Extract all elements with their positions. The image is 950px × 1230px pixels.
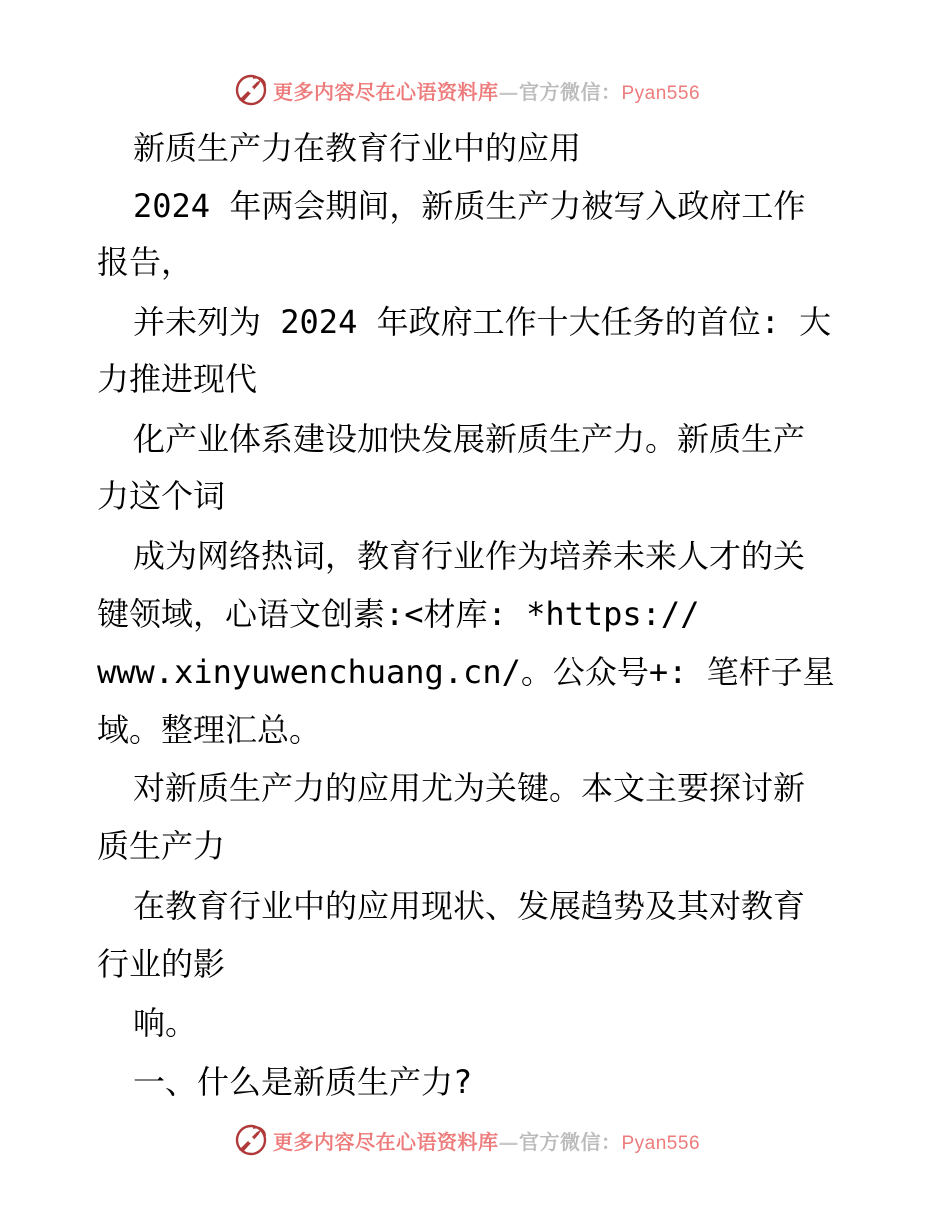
text-line: 2024 年两会期间，新质生产力被写入政府工作	[133, 187, 806, 225]
text-line: 响。	[133, 1004, 198, 1042]
text-line: 在教育行业中的应用现状、发展趋势及其对教育	[133, 887, 806, 925]
text-line: 对新质生产力的应用尤为关键。本文主要探讨新	[133, 769, 806, 807]
text-line: 行业的影	[97, 945, 226, 983]
text-line: 成为网络热词，教育行业作为培养未来人才的关	[133, 537, 806, 575]
watermark-official: 官方微信：	[519, 1129, 622, 1154]
quill-pen-logo-icon	[233, 72, 269, 108]
watermark-wechat-id: Pyan556	[621, 82, 701, 104]
watermark-wechat-id: Pyan556	[621, 1132, 701, 1154]
quill-pen-logo-icon	[233, 1122, 269, 1158]
text-line: 键领域，心语文创素:<材库: *https://	[97, 595, 700, 633]
watermark-footer	[0, 1120, 950, 1160]
text-line: 报告，	[97, 243, 194, 281]
text-line: 化产业体系建设加快发展新质生产力。新质生产	[133, 420, 806, 458]
text-line: www.xinyuwenchuang.cn/。公众号+: 笔杆子星	[97, 653, 835, 691]
text-line: 力推进现代	[97, 360, 258, 398]
document-title: 新质生产力在教育行业中的应用	[133, 129, 582, 167]
watermark-text: 更多内容尽在心语资料库	[273, 79, 499, 104]
text-line: 域。整理汇总。	[97, 711, 322, 749]
watermark-text: 更多内容尽在心语资料库	[273, 1129, 499, 1154]
watermark-dash: —	[498, 1129, 519, 1154]
watermark-dash: —	[498, 79, 519, 104]
watermark-header	[0, 70, 950, 110]
text-line: 力这个词	[97, 477, 226, 515]
text-line: 并未列为 2024 年政府工作十大任务的首位: 大	[133, 303, 832, 341]
watermark-official: 官方微信：	[519, 79, 622, 104]
section-heading: 一、什么是新质生产力?	[133, 1063, 473, 1101]
text-line: 质生产力	[97, 827, 226, 865]
